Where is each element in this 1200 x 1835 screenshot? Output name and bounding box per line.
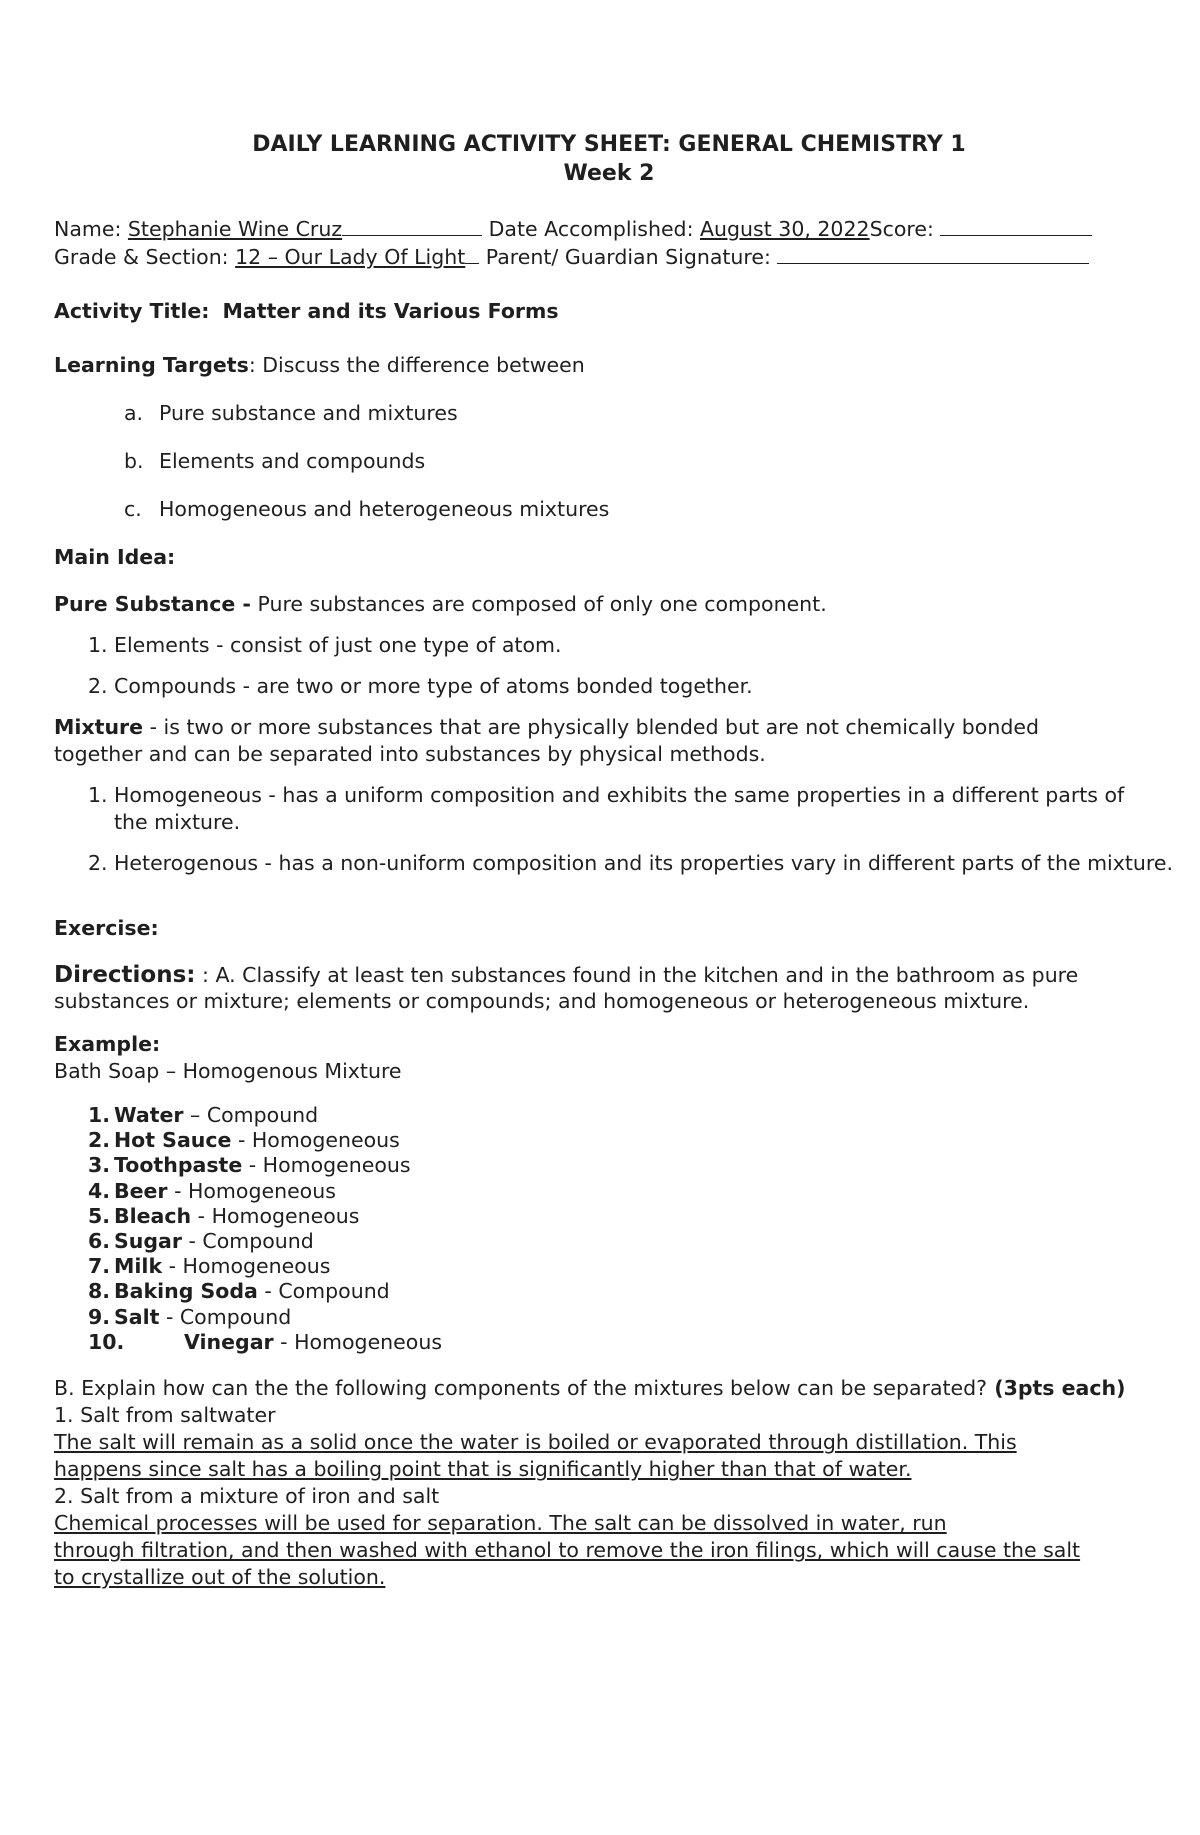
part-b-q2: 2. Salt from a mixture of iron and salt — [54, 1484, 440, 1509]
list-text: Homogeneous - has a uniform composition and exhibits the same properties in a different parts of the mixture. — [114, 783, 1125, 834]
answer-item: Baking Soda — [114, 1279, 258, 1304]
activity-title — [54, 298, 1164, 325]
list-marker: 3. — [88, 1153, 111, 1178]
info-row-2 — [54, 243, 1164, 271]
info-row-1 — [54, 215, 1164, 243]
list-item — [54, 1254, 1164, 1279]
answer-classification: - Homogeneous — [162, 1254, 331, 1279]
list-marker: c. — [124, 497, 142, 521]
list-marker: 2. — [88, 851, 108, 875]
list-item — [54, 1279, 1164, 1304]
answer-classification: – Compound — [183, 1103, 319, 1127]
list-item — [54, 1330, 1164, 1355]
answer-item: Toothpaste — [114, 1153, 243, 1178]
list-marker: 10. — [88, 1329, 125, 1354]
answer-item: Milk — [114, 1254, 163, 1279]
part-b-a2-line: through filtration, and then washed with ethanol to remove the iron filings, which will cause the salt — [54, 1538, 1081, 1563]
part-b-question — [54, 1375, 1134, 1402]
part-b-a2-line: Chemical processes will be used for separation. The salt can be dissolved in water, run — [54, 1511, 947, 1536]
list-marker: 7. — [88, 1254, 111, 1279]
answer-classification: - Homogeneous — [242, 1153, 411, 1178]
answer-item: Sugar — [114, 1229, 182, 1254]
list-item — [54, 1229, 1164, 1254]
list-marker: 9. — [88, 1304, 111, 1329]
name-label: Name: — [54, 217, 122, 241]
answer-item: Beer — [114, 1178, 168, 1203]
pure-substance-text: Pure substances are composed of only one component. — [250, 592, 827, 616]
signature-blank — [777, 243, 1089, 264]
list-text: Heterogenous - has a non-uniform composition and its properties vary in different parts of the mixture. — [114, 851, 1174, 875]
list-text: Homogeneous and heterogeneous mixtures — [159, 497, 610, 521]
pure-substance-list — [54, 632, 1164, 700]
list-marker: 1. — [88, 1103, 111, 1127]
list-marker: 4. — [88, 1178, 111, 1203]
mixture-list — [54, 782, 1174, 877]
list-marker: 6. — [88, 1229, 111, 1254]
activity-title-value: Matter and its Various Forms — [222, 299, 559, 323]
signature-label: Parent/ Guardian Signature: — [485, 245, 771, 269]
part-b-question-text: B. Explain how can the the following components of the mixtures below can be separated? — [54, 1376, 988, 1401]
grade-blank — [465, 243, 479, 264]
score-label: Score: — [869, 217, 934, 241]
learning-targets-list — [54, 400, 1164, 523]
mixture — [54, 714, 1104, 768]
learning-targets-text: : Discuss the difference between — [248, 353, 585, 377]
date-value: August 30, 2022 — [700, 217, 870, 241]
part-b-a1-line: The salt will remain as a solid once the water is boiled or evaporated through distillation. This — [54, 1430, 1017, 1455]
pure-substance — [54, 591, 1164, 618]
list-item — [54, 850, 1200, 877]
name-blank — [342, 215, 482, 236]
grade-label: Grade & Section: — [54, 245, 229, 269]
directions-label: Directions: — [54, 962, 196, 988]
answer-item: Vinegar — [184, 1329, 274, 1354]
list-text: Pure substance and mixtures — [159, 401, 458, 425]
date-label: Date Accomplished: — [488, 217, 694, 241]
answer-item: Bleach — [114, 1203, 192, 1228]
exercise-label: Exercise: — [54, 916, 159, 940]
directions — [54, 962, 1164, 1014]
activity-sheet — [54, 130, 1174, 1591]
list-marker: 1. — [88, 633, 108, 657]
score-blank — [940, 215, 1092, 236]
main-idea-label: Main Idea: — [54, 545, 176, 569]
list-marker: b. — [124, 449, 144, 473]
list-marker: a. — [124, 401, 144, 425]
list-marker: 8. — [88, 1279, 111, 1304]
list-marker: 5. — [88, 1203, 111, 1228]
mixture-text: - is two or more substances that are physically blended but are not chemically bonded together and can be separated into substances by physical methods. — [54, 715, 1039, 766]
answer-item: Hot Sauce — [114, 1128, 232, 1153]
activity-title-label: Activity Title: — [54, 299, 210, 323]
answer-item: Salt — [114, 1304, 160, 1329]
learning-targets — [54, 352, 1164, 379]
example-label: Example: — [54, 1032, 161, 1056]
list-item — [54, 1153, 1164, 1178]
list-item — [54, 400, 1164, 427]
part-b-points: (3pts each) — [987, 1376, 1126, 1401]
example-text: Bath Soap – Homogenous Mixture — [54, 1059, 402, 1083]
list-item — [54, 496, 1164, 523]
sheet-title: DAILY LEARNING ACTIVITY SHEET: GENERAL CHEMISTRY 1 — [252, 132, 966, 157]
list-item — [54, 1305, 1164, 1330]
grade-value: 12 – Our Lady Of Light — [235, 245, 466, 269]
list-text: Elements and compounds — [159, 449, 426, 473]
answer-classification: - Compound — [159, 1304, 292, 1329]
answer-classification: - Homogeneous — [273, 1329, 443, 1354]
part-b-a1-line: happens since salt has a boiling point that is significantly higher than that of water. — [54, 1457, 912, 1482]
answer-classification: - Homogeneous — [231, 1128, 400, 1153]
list-marker: 1. — [88, 783, 108, 807]
answer-classification: - Compound — [257, 1279, 390, 1304]
list-item — [54, 673, 1164, 700]
answer-classification: - Homogeneous — [167, 1178, 336, 1203]
pure-substance-label: Pure Substance - — [54, 592, 251, 616]
learning-targets-label: Learning Targets — [54, 353, 249, 377]
list-item — [54, 1128, 1164, 1153]
name-value: Stephanie Wine Cruz — [127, 217, 343, 241]
list-item — [54, 1204, 1164, 1229]
directions-text: : A. Classify at least ten substances found in the kitchen and in the bathroom as pure substances or mixture; elements or compounds; and homogeneous or heterogeneous mixture. — [54, 963, 1079, 1013]
list-item — [54, 448, 1164, 475]
list-item — [54, 782, 1164, 836]
list-item — [54, 1179, 1164, 1204]
answer-classification: - Compound — [181, 1229, 314, 1254]
mixture-label: Mixture — [54, 715, 144, 739]
list-marker: 2. — [88, 1128, 111, 1153]
answer-classification: - Homogeneous — [191, 1203, 360, 1228]
answer-item: Water — [114, 1103, 184, 1127]
list-text: Elements - consist of just one type of atom. — [114, 633, 562, 657]
part-b-q1: 1. Salt from saltwater — [54, 1403, 276, 1428]
answers-list — [54, 1103, 1164, 1355]
list-marker: 2. — [88, 674, 108, 698]
list-text: Compounds - are two or more type of atoms bonded together. — [114, 674, 753, 698]
list-item — [54, 1103, 1164, 1128]
part-b-a2-line: to crystallize out of the solution. — [54, 1565, 386, 1590]
sheet-week: Week 2 — [563, 161, 655, 186]
list-item — [54, 632, 1164, 659]
